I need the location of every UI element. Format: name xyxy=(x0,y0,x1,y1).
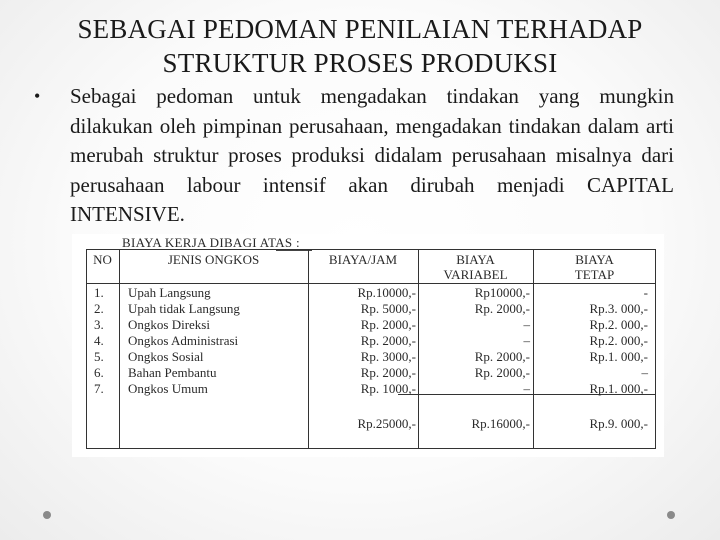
row-variabel: – xyxy=(523,317,530,332)
row-no: 5. xyxy=(94,349,104,364)
row-biaya-jam: Rp. 2000,- xyxy=(360,333,416,348)
slide-title-line-1: SEBAGAI PEDOMAN PENILAIAN TERHADAP xyxy=(77,14,643,44)
row-variabel: Rp10000,- xyxy=(474,285,530,300)
row-biaya-jam: Rp. 5000,- xyxy=(360,301,416,316)
bullet-text: Sebagai pedoman untuk mengadakan tindakan yang mungkin dilakukan oleh pimpinan perusahaan, mengadakan tindakan dalam arti merubah struktur proses produksi didalam perusahaan misalnya dari perusahaan labour intensif akan dirubah menjadi CAPITAL INTENSIVE. xyxy=(70,84,674,226)
row-tetap: Rp.1. 000,- xyxy=(589,381,648,396)
header-variabel-line-1: BIAYA xyxy=(456,252,495,267)
row-jenis: Ongkos Administrasi xyxy=(128,333,239,348)
row-biaya-jam: Rp. 2000,- xyxy=(360,365,416,380)
total-biaya-jam: Rp.25000,- xyxy=(357,416,416,431)
row-variabel: Rp. 2000,- xyxy=(474,365,530,380)
row-no: 2. xyxy=(94,301,104,316)
total-tetap: Rp.9. 000,- xyxy=(589,416,648,431)
row-tetap: Rp.2. 000,- xyxy=(589,333,648,348)
row-jenis: Ongkos Sosial xyxy=(128,349,204,364)
table-caption: BIAYA KERJA DIBAGI ATAS : xyxy=(122,235,300,250)
row-variabel: Rp. 2000,- xyxy=(474,301,530,316)
slide-title xyxy=(20,12,700,80)
row-no: 7. xyxy=(94,381,104,396)
header-divider xyxy=(86,283,656,284)
row-biaya-jam: Rp.10000,- xyxy=(357,285,416,300)
row-jenis: Upah Langsung xyxy=(128,285,211,300)
total-variabel: Rp.16000,- xyxy=(471,416,530,431)
row-tetap: Rp.1. 000,- xyxy=(589,349,648,364)
slide-title-line-2: STRUKTUR PROSES PRODUKSI xyxy=(162,48,558,78)
row-tetap: Rp.2. 000,- xyxy=(589,317,648,332)
header-tetap-line-1: BIAYA xyxy=(575,252,614,267)
row-jenis: Bahan Pembantu xyxy=(128,365,217,380)
row-jenis: Ongkos Direksi xyxy=(128,317,210,332)
header-tetap-line-2: TETAP xyxy=(574,267,615,282)
row-no: 6. xyxy=(94,365,104,380)
bullet-paragraph xyxy=(34,82,674,230)
header-biaya-variabel xyxy=(418,252,533,282)
bullet-icon: • xyxy=(34,86,41,106)
header-biaya-jam: BIAYA/JAM xyxy=(328,252,398,267)
row-variabel: Rp. 2000,- xyxy=(474,349,530,364)
row-jenis: Upah tidak Langsung xyxy=(128,301,240,316)
row-tetap: Rp.3. 000,- xyxy=(589,301,648,316)
corner-dot-right xyxy=(667,511,675,519)
header-biaya-tetap xyxy=(533,252,656,282)
row-jenis: Ongkos Umum xyxy=(128,381,208,396)
row-variabel: – xyxy=(523,381,530,396)
corner-dot-left xyxy=(43,511,51,519)
row-biaya-jam: Rp. 1000,- xyxy=(360,381,416,396)
row-tetap: – xyxy=(641,365,648,380)
row-no: 3. xyxy=(94,317,104,332)
header-jenis-ongkos: JENIS ONGKOS xyxy=(167,252,260,267)
row-biaya-jam: Rp. 3000,- xyxy=(360,349,416,364)
row-variabel: – xyxy=(523,333,530,348)
row-tetap: - xyxy=(643,285,648,300)
row-biaya-jam: Rp. 2000,- xyxy=(360,317,416,332)
header-variabel-line-2: VARIABEL xyxy=(443,267,508,282)
row-no: 4. xyxy=(94,333,104,348)
header-no: NO xyxy=(93,252,112,267)
row-no: 1. xyxy=(94,285,104,300)
cost-table-image xyxy=(72,234,664,457)
